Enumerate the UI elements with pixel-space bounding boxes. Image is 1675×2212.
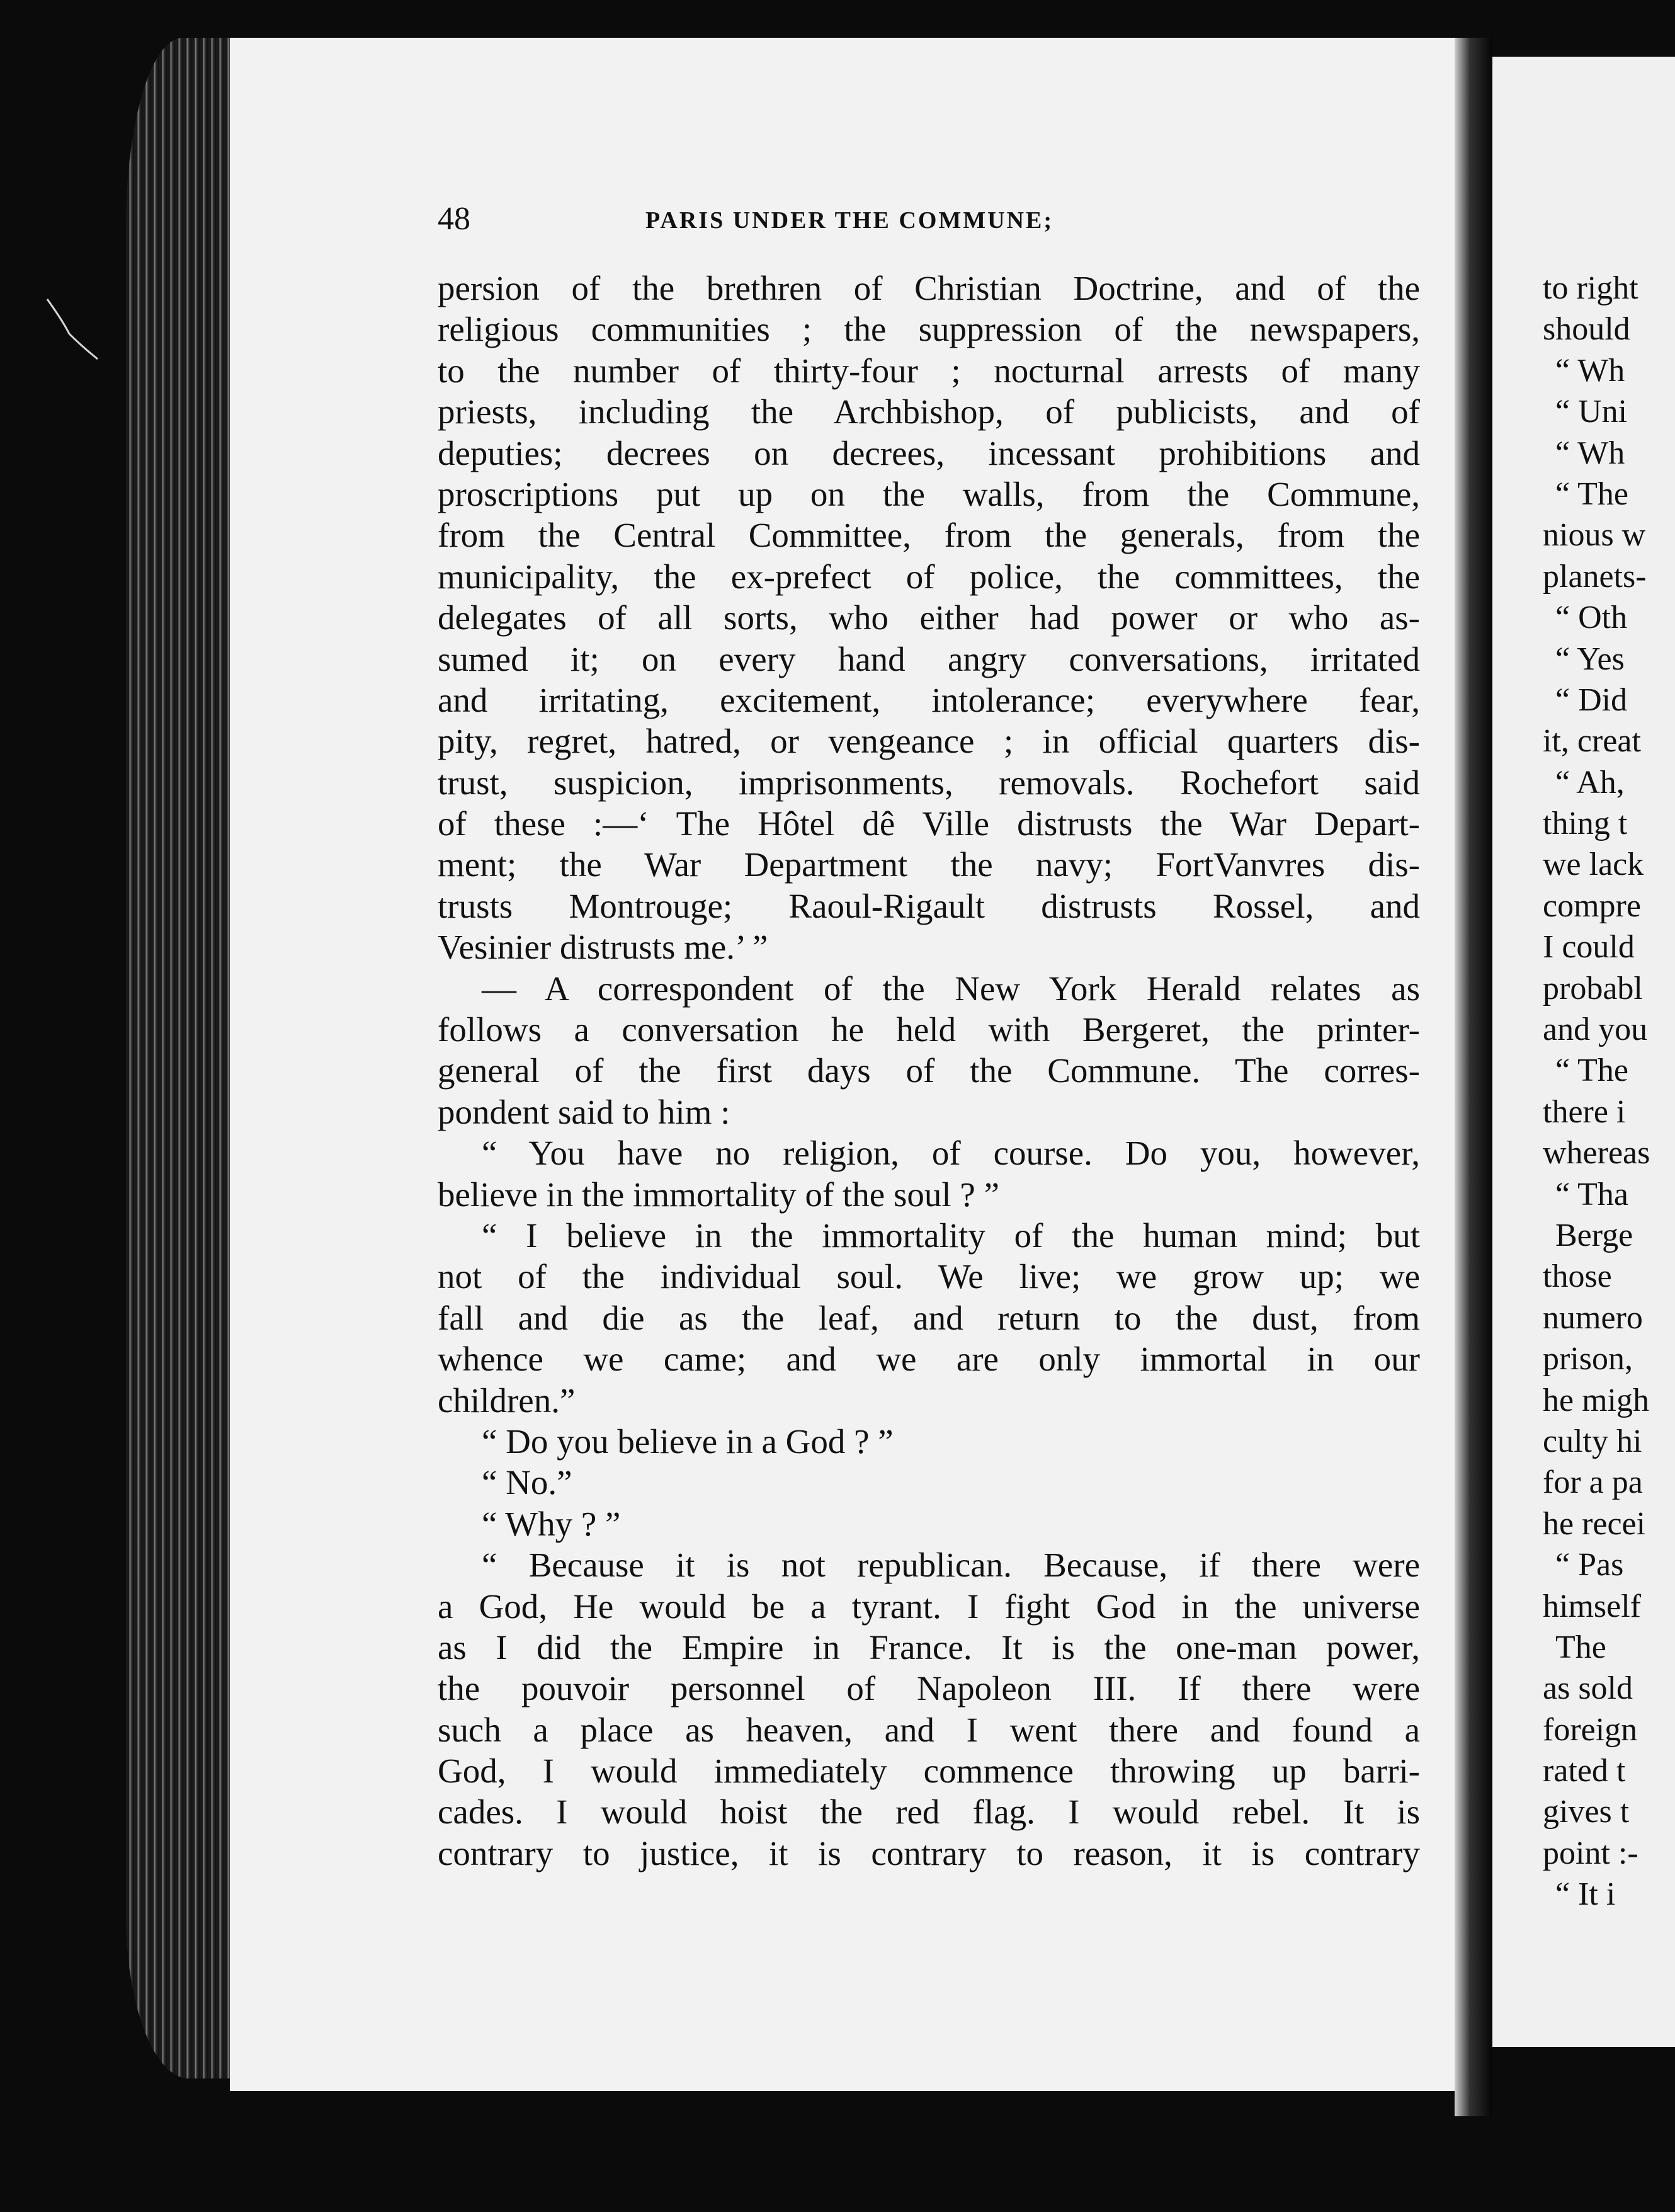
text-line: follows a conversation he held with Bergeret, the printer- [438, 1010, 1420, 1049]
right-page-line: gives t [1543, 1794, 1630, 1830]
text-line: children.” [438, 1381, 576, 1420]
right-page-text [1543, 268, 1675, 1915]
right-page-line: The [1555, 1629, 1606, 1665]
right-page-line: “ The [1555, 1052, 1628, 1089]
right-page-line: point :- [1543, 1835, 1638, 1871]
right-page-line: “ Wh [1555, 435, 1625, 471]
text-line: “ You have no religion, of course. Do you, however, [482, 1134, 1420, 1173]
right-page-line: it, creat [1543, 723, 1641, 760]
right-page-line: and you [1543, 1012, 1648, 1048]
right-page-line: planets- [1543, 558, 1647, 595]
text-line: “ No.” [482, 1463, 572, 1502]
right-page-line: we lack [1543, 847, 1644, 883]
right-page-line: “ Yes [1555, 641, 1625, 677]
text-line: “ I believe in the immortality of the human mind; but [482, 1216, 1420, 1255]
text-line: “ Do you believe in a God ? ” [482, 1422, 894, 1461]
page-header [438, 200, 1433, 238]
right-page-line: “ Pas [1555, 1547, 1624, 1583]
right-page-line: he migh [1543, 1382, 1649, 1418]
right-page-line: as sold [1543, 1670, 1633, 1707]
text-line: “ Why ? ” [482, 1504, 621, 1543]
right-page-line: for a pa [1543, 1464, 1643, 1501]
right-page-line: culty hi [1543, 1423, 1642, 1459]
text-line: contrary to justice, it is contrary to reason, it is contrary [438, 1833, 1420, 1873]
margin-mark [44, 296, 101, 365]
text-line: sumed it; on every hand angry conversations, irritated [438, 639, 1420, 678]
text-line: priests, including the Archbishop, of publicists, and of [438, 392, 1420, 431]
right-page-line: foreign [1543, 1711, 1638, 1748]
text-line: such a place as heaven, and I went there and found a [438, 1710, 1420, 1749]
text-line: believe in the immortality of the soul ? ” [438, 1175, 999, 1214]
text-line: delegates of all sorts, who either had power or who as- [438, 598, 1420, 637]
text-line: ment; the War Department the navy; FortVanvres dis- [438, 845, 1420, 884]
right-page-line: probabl [1543, 970, 1643, 1006]
right-page-line: those [1543, 1258, 1612, 1295]
right-page-line: he recei [1543, 1505, 1646, 1542]
text-line: God, I would immediately commence throwing up barri- [438, 1752, 1420, 1791]
right-page-line: there i [1543, 1093, 1626, 1130]
running-head: PARIS UNDER THE COMMUNE; [645, 207, 1053, 234]
right-page-line: himself [1543, 1588, 1641, 1624]
text-line: persion of the brethren of Christian Doctrine, and of the [438, 269, 1420, 307]
right-page-line: prison, [1543, 1341, 1633, 1377]
text-line: trusts Montrouge; Raoul-Rigault distrusts Rossel, and [438, 886, 1420, 925]
text-line: not of the individual soul. We live; we grow up; we [438, 1257, 1420, 1296]
right-page-line: “ Oth [1555, 600, 1628, 636]
text-line: fall and die as the leaf, and return to the dust, from [438, 1298, 1420, 1337]
right-page-line: “ The [1555, 476, 1628, 512]
right-page-line: “ Uni [1555, 394, 1628, 430]
right-page-line: to right [1543, 270, 1638, 306]
text-line: — A correspondent of the New York Herald relates as [482, 969, 1420, 1008]
page-number: 48 [438, 201, 470, 237]
right-page-line: whereas [1543, 1135, 1650, 1172]
right-page-line: “ Ah, [1555, 764, 1625, 801]
text-line: general of the first days of the Commune. The corres- [438, 1051, 1420, 1090]
right-page-line: numero [1543, 1299, 1643, 1336]
text-line: proscriptions put up on the walls, from the Commune, [438, 474, 1420, 513]
right-page-line: nious w [1543, 517, 1646, 554]
right-page-line: thing t [1543, 806, 1628, 842]
text-line: cades. I would hoist the red flag. I would rebel. It is [438, 1793, 1420, 1832]
right-page-line: I could [1543, 929, 1635, 966]
right-page-line: rated t [1543, 1753, 1626, 1789]
text-line: as I did the Empire in France. It is the one-man power, [438, 1628, 1420, 1667]
right-page-line: “ Did [1555, 681, 1628, 718]
right-page-line: “ It i [1555, 1876, 1616, 1913]
text-line: Vesinier distrusts me.’ ” [438, 928, 768, 967]
text-line: pondent said to him : [438, 1092, 730, 1131]
right-page-line: should [1543, 311, 1630, 348]
book-gutter [1455, 38, 1492, 2116]
text-line: religious communities ; the suppression of the newspapers, [438, 310, 1420, 349]
right-page-line: “ Tha [1555, 1176, 1628, 1212]
right-page-line: Berge [1555, 1217, 1633, 1253]
text-line: of these :—‘ The Hôtel dê Ville distrusts the War Depart- [438, 804, 1420, 843]
text-line: municipality, the ex-prefect of police, the committees, the [438, 557, 1420, 596]
text-line: deputies; decrees on decrees, incessant prohibitions and [438, 433, 1420, 472]
right-page-line: compre [1543, 887, 1641, 924]
text-line: pity, regret, hatred, or vengeance ; in official quarters dis- [438, 722, 1420, 761]
text-line: the pouvoir personnel of Napoleon III. If there were [438, 1669, 1420, 1708]
text-line: from the Central Committee, from the generals, from the [438, 516, 1420, 555]
main-text-column [438, 268, 1420, 1874]
text-line: a God, He would be a tyrant. I fight God in the universe [438, 1587, 1420, 1626]
text-line: to the number of thirty-four ; nocturnal arrests of many [438, 351, 1420, 390]
text-line: whence we came; and we are only immortal in our [438, 1340, 1420, 1379]
right-page-line: “ Wh [1555, 352, 1625, 389]
text-line: trust, suspicion, imprisonments, removals. Rochefort said [438, 763, 1420, 802]
text-line: “ Because it is not republican. Because, if there were [482, 1546, 1420, 1585]
text-line: and irritating, excitement, intolerance; everywhere fear, [438, 680, 1420, 719]
